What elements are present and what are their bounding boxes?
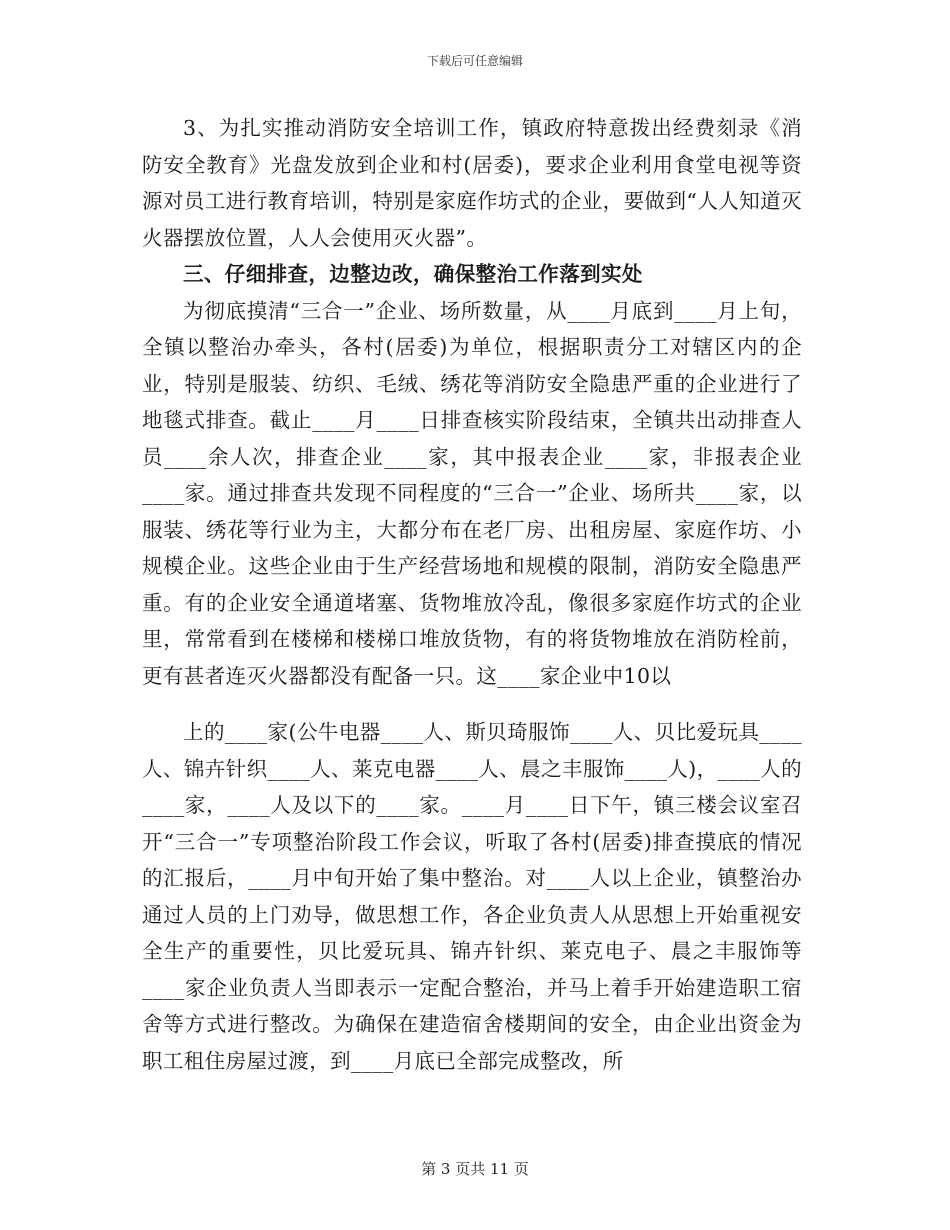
page-footer: 第 3 页共 11 页 <box>421 1160 529 1178</box>
paragraph-training: 3、为扎实推动消防安全培训工作，镇政府特意拨出经费刻录《消防安全教育》光盘发放到企业和村(居委)，要求企业利用食堂电视等资源对员工进行教育培训，特别是家庭作坊式的企业，要做到“人人知道灭火器摆放位置，人人会使用灭火器”。 <box>142 116 802 250</box>
paragraph-survey: 为彻底摸清“三合一”企业、场所数量，从____月底到____月上旬，全镇以整治办牵头，各村(居委)为单位，根据职责分工对辖区内的企业，特别是服装、纺织、毛绒、绣花等消防安全隐患严重的企业进行了地毯式排查。截止____月____日排查核实阶段结束，全镇共出动排查人员____余人次，排查企业____家，其中报表企业____家，非报表企业____家。通过排查共发现不同程度的“三合一”企业、场所共____家，以服装、绣花等行业为主，大都分布在老厂房、出租房屋、家庭作坊、小规模企业。这些企业由于生产经营场地和规模的限制，消防安全隐患严重。有的企业安全通道堵塞、货物堆放冷乱，像很多家庭作坊式的企业里，常常看到在楼梯和楼梯口堆放货物，有的将货物堆放在消防栓前，更有甚者连灭火器都没有配备一只。这____家企业中10以 <box>142 298 802 688</box>
document-body <box>142 110 802 1079</box>
section-heading: 三、仔细排查，边整边改，确保整治工作落到实处 <box>183 262 643 286</box>
paragraph-gap <box>142 694 802 714</box>
header-note: 下载后可任意编辑 <box>426 54 523 68</box>
paragraph-continuation: 上的____家(公牛电器____人、斯贝琦服饰____人、贝比爱玩具____人、锦卉针织____人、莱克电器____人、晨之丰服饰____人)，____人的____家，____人及以下的____家。____月____日下午，镇三楼会议室召开“三合一”专项整治阶段工作会议，听取了各村(居委)排查摸底的情况的汇报后，____月中旬开始了集中整治。对____人以上企业，镇整治办通过人员的上门劝导，做思想工作，各企业负责人从思想上开始重视安全生产的重要性，贝比爱玩具、锦卉针织、莱克电子、晨之丰服饰等____家企业负责人当即表示一定配合整治，并马上着手开始建造职工宿舍等方式进行整改。为确保在建造宿舍楼期间的安全，由企业出资金为职工租住房屋过渡，到____月底已全部完成整改，所 <box>142 720 802 1073</box>
